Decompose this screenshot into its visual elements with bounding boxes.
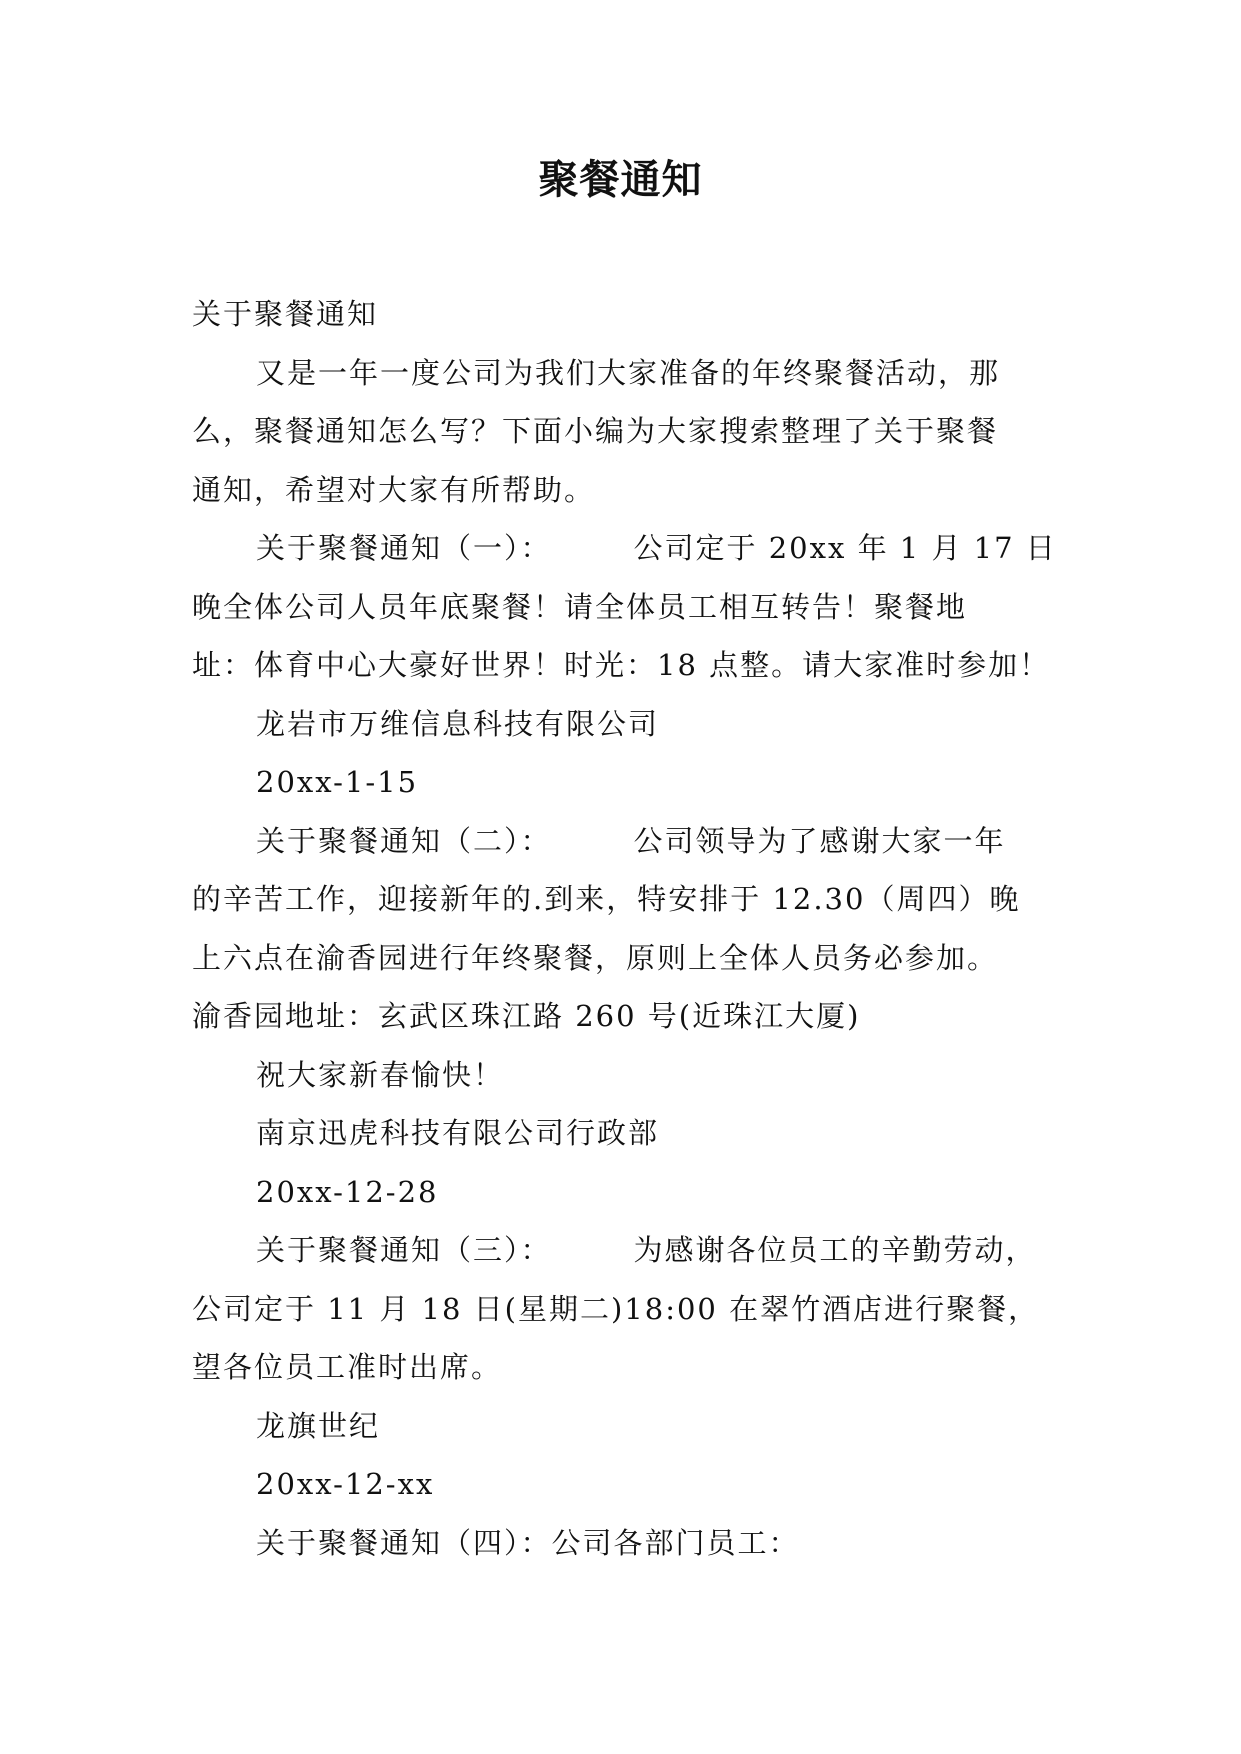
notice-3-heading: 关于聚餐通知（三）： bbox=[256, 1233, 552, 1267]
document-body bbox=[192, 285, 1072, 1572]
paragraph-line: 渝香园地址：玄武区珠江路 260 号(近珠江大厦) bbox=[192, 999, 861, 1033]
signature-date: 20xx-12-xx bbox=[256, 1467, 435, 1501]
greeting-line: 祝大家新春愉快！ bbox=[256, 1057, 505, 1092]
paragraph-line: 址：体育中心大豪好世界！时光：18 点整。请大家准时参加！ bbox=[192, 648, 1051, 682]
notice-1-line bbox=[192, 519, 1072, 578]
document-title: 聚餐通知 bbox=[538, 156, 703, 203]
notice-2-heading: 关于聚餐通知（二）： bbox=[256, 823, 552, 858]
signature-date: 20xx-12-28 bbox=[256, 1174, 439, 1209]
paragraph-line: 望各位员工准时出席。 bbox=[192, 1350, 503, 1384]
signature-company: 南京迅虎科技有限公司行政部 bbox=[256, 1116, 660, 1150]
section-heading: 关于聚餐通知 bbox=[192, 297, 379, 331]
paragraph-line: 上六点在渝香园进行年终聚餐，原则上全体人员务必参加。 bbox=[192, 940, 999, 975]
signature-company: 龙旗世纪 bbox=[256, 1408, 381, 1443]
notice-2-line bbox=[192, 812, 1072, 871]
notice-1-text: 公司定于 20xx 年 1 月 17 日 bbox=[633, 531, 1057, 565]
notice-4-heading: 关于聚餐通知（四）：公司各部门员工： bbox=[256, 1525, 800, 1560]
paragraph-line: 的辛苦工作，迎接新年的.到来，特安排于 12.30（周四）晚 bbox=[192, 882, 1021, 916]
paragraph-line: 通知，希望对大家有所帮助。 bbox=[192, 472, 596, 507]
notice-3-line bbox=[192, 1221, 1072, 1280]
paragraph-line: 公司定于 11 月 18 日(星期二)18:00 在翠竹酒店进行聚餐， bbox=[192, 1291, 1040, 1326]
paragraph-line: 么，聚餐通知怎么写？下面小编为大家搜索整理了关于聚餐 bbox=[192, 414, 999, 448]
signature-company: 龙岩市万维信息科技有限公司 bbox=[256, 706, 660, 741]
signature-date: 20xx-1-15 bbox=[256, 765, 419, 799]
paragraph-line: 又是一年一度公司为我们大家准备的年终聚餐活动，那 bbox=[256, 355, 1001, 390]
notice-1-heading: 关于聚餐通知（一）： bbox=[256, 531, 552, 565]
notice-2-text: 公司领导为了感谢大家一年 bbox=[633, 823, 1006, 858]
paragraph-line: 晚全体公司人员年底聚餐！请全体员工相互转告！聚餐地 bbox=[192, 589, 968, 624]
notice-3-text: 为感谢各位员工的辛勤劳动， bbox=[633, 1233, 1037, 1267]
